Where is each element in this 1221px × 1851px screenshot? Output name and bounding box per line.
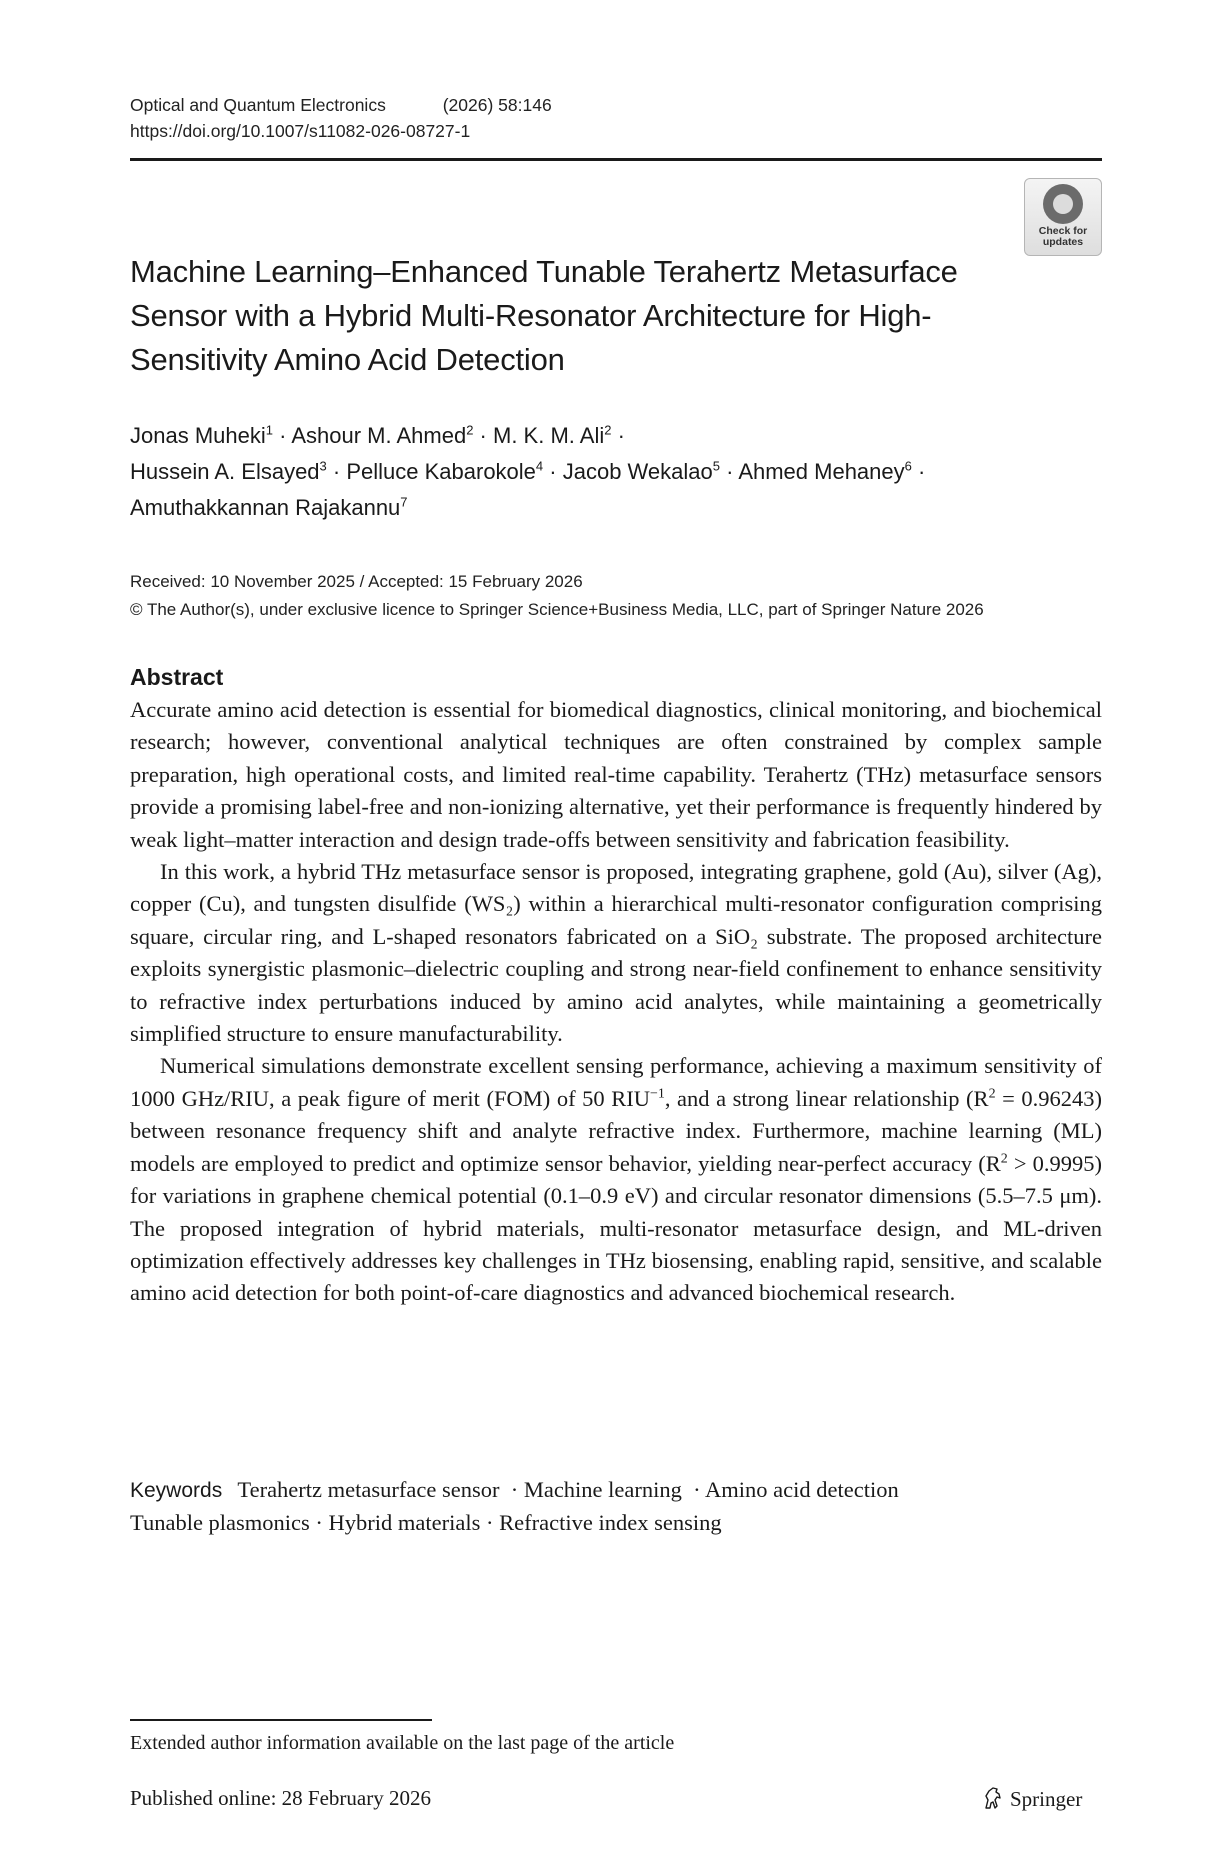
footnote-rule (130, 1719, 432, 1721)
keyword[interactable]: · Amino acid detection (688, 1477, 899, 1502)
crossmark-icon (1043, 184, 1083, 224)
crossmark-label-1: Check for (1038, 225, 1088, 237)
article-dates (130, 568, 984, 624)
keyword[interactable]: Tunable plasmonics (130, 1510, 310, 1536)
keyword[interactable]: Refractive index sensing (499, 1510, 722, 1536)
author[interactable]: Amuthakkannan Rajakannu$^7$ (130, 494, 408, 520)
author[interactable]: M. K. M. Ali$^2$ (493, 422, 612, 448)
header-rule (130, 158, 1102, 161)
running-header (130, 92, 552, 144)
article-title: Machine Learning–Enhanced Tunable Terahertz Metasurface Sensor with a Hybrid Multi-Resonator Architecture for High-Sensitivity Amino Acid Detection (130, 254, 958, 377)
author[interactable]: Pelluce Kabarokole$^4$ (346, 458, 544, 484)
journal-name: Optical and Quantum Electronics (130, 95, 386, 115)
received-accepted: Received: 10 November 2025 / Accepted: 15 February 2026 (130, 572, 583, 591)
footnote: Extended author information available on the last page of the article (130, 1732, 675, 1754)
doi-link[interactable]: https://doi.org/10.1007/s11082-026-08727-1 (130, 121, 471, 141)
copyright-line: © The Author(s), under exclusive licence to Springer Science+Business Media, LLC, part of Springer Nature 2026 (130, 600, 984, 619)
abstract-paragraph: Accurate amino acid detection is essential for biomedical diagnostics, clinical monitoring, and biochemical research; however, conventional analytical techniques are often constrained by complex sample preparation, high operational costs, and limited real-time capability. Terahertz (THz) metasurface sensors provide a promising label-free and non-ionizing alternative, yet their performance is frequently hindered by weak light–matter interaction and design trade-offs between sensitivity and fabrication feasibility. (130, 697, 1102, 852)
volume-info: (2026) 58:146 (442, 95, 552, 115)
abstract-paragraph: In this work, a hybrid THz metasurface sensor is proposed, integrating graphene, gold (Au), silver (Ag), copper (Cu), and tungsten disulfide (WS₂) within a hierarchical multi-resonator configuration comprising square, circular ring, and L-shaped resonators fabricated on a SiO₂ substrate. The proposed architecture exploits synergistic plasmonic–dielectric coupling and strong near-field confinement to enhance sensitivity to refractive index perturbations induced by amino acid analytes, while maintaining a geometrically simplified structure to ensure manufacturability. (130, 859, 1102, 1047)
author[interactable]: Ahmed Mehaney$^6$ (738, 458, 912, 484)
abstract-paragraph: Numerical simulations demonstrate excellent sensing performance, achieving a maximum sensitivity of 1000 GHz/RIU, a peak figure of merit (FOM) of 50 $RIU^{-1}$, and a strong linear relationship $(R^2 = 0.96243)$ between resonance frequency shift and analyte refractive index. Furthermore, machine learning (ML) models are employed to predict and optimize sensor behavior, yielding near-perfect accuracy $(R^2 > 0.9995)$ for variations in graphene chemical potential (0.1–0.9 eV) and circular resonator dimensions (5.5–7.5 μm). The proposed integration of hybrid materials, multi-resonator metasurface design, and ML-driven optimization effectively addresses key challenges in THz biosensing, enabling rapid, sensitive, and scalable amino acid detection for both point-of-care diagnostics and advanced biochemical research. (130, 1053, 1103, 1306)
keywords-section: Keywords Terahertz metasurface sensor · Machine learning · Amino acid detection Tunable plasmonics · Hybrid materials · Refractive index sensing (130, 1474, 1102, 1540)
published-date: Published online: 28 February 2026 (130, 1786, 431, 1810)
keyword[interactable]: · Machine learning (505, 1477, 682, 1502)
author[interactable]: Jonas Muheki$^1$ (130, 422, 273, 448)
keywords-label: Keywords (130, 1479, 223, 1502)
publisher-name: Springer (1010, 1787, 1083, 1811)
publisher-logo[interactable] (982, 1785, 1082, 1813)
author[interactable]: Jacob Wekalao$^5$ (562, 458, 720, 484)
check-for-updates-button[interactable] (1024, 178, 1102, 256)
author[interactable]: Hussein A. Elsayed$^3$ (130, 458, 327, 484)
author[interactable]: Ashour M. Ahmed$^2$ (291, 422, 474, 448)
keyword[interactable]: Terahertz metasurface sensor (237, 1477, 500, 1502)
keyword[interactable]: Hybrid materials (328, 1510, 481, 1536)
crossmark-label-2: updates (1042, 236, 1084, 248)
abstract-body (130, 694, 1102, 1310)
author-list: Jonas Muheki$^1$ · Ashour M. Ahmed$^2$ · M. K. M. Ali$^2$ · Hussein A. Elsayed$^3$ · Pelluce Kabarokole$^4$ · Jacob Wekalao$^5$ · Ahmed Mehaney$^6$ · Amuthakkannan Rajakannu$^7$ (130, 422, 926, 520)
abstract-heading: Abstract (130, 664, 224, 690)
springer-horse-icon (982, 1786, 1004, 1810)
